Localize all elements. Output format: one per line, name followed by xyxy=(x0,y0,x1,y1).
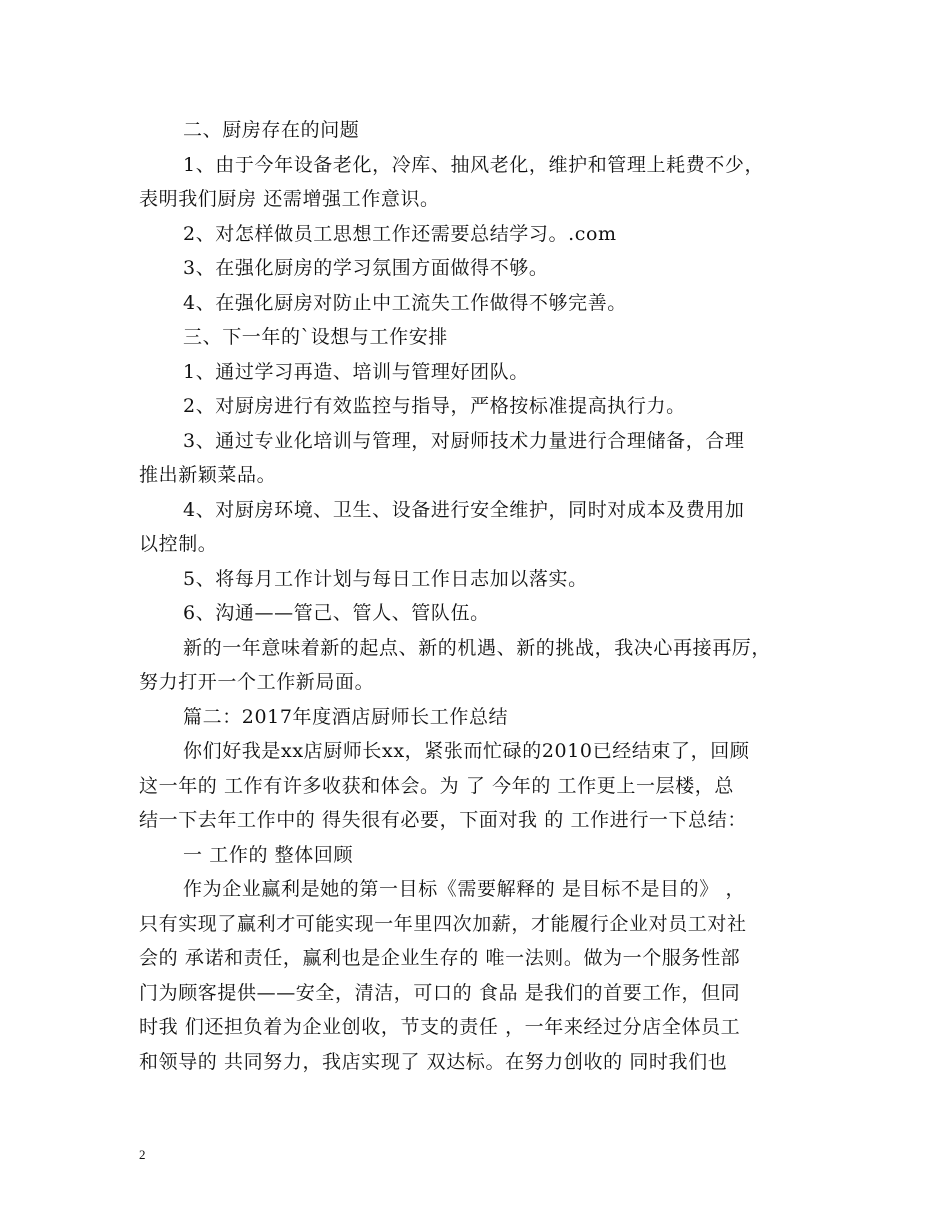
document-body xyxy=(139,113,819,1079)
text-line: 5、将每月工作计划与每日工作日志加以落实。 xyxy=(183,567,588,590)
text-line: 这一年的 工作有许多收获和体会。为 了 今年的 工作更上一层楼，总 xyxy=(139,774,734,797)
text-line: 2、对怎样做员工思想工作还需要总结学习。.com xyxy=(183,222,617,245)
text-line: 一 工作的 整体回顾 xyxy=(183,843,354,866)
text-line: 篇二：2017年度酒店厨师长工作总结 xyxy=(183,705,509,728)
text-line: 2、对厨房进行有效监控与指导，严格按标准提高执行力。 xyxy=(183,395,686,417)
text-line: 新的一年意味着新的起点、新的机遇、新的挑战，我决心再接再厉， xyxy=(183,636,772,659)
text-line: 二、厨房存在的问题 xyxy=(183,119,360,141)
text-line: 你们好我是xx店厨师长xx，紧张而忙碌的2010已经结束了，回顾 xyxy=(183,740,750,762)
text-line: 3、通过专业化培训与管理，对厨师技术力量进行合理储备，合理 xyxy=(183,429,745,452)
text-line: 4、对厨房环境、卫生、设备进行安全维护，同时对成本及费用加 xyxy=(183,498,745,521)
text-line: 只有实现了赢利才可能实现一年里四次加薪，才能履行企业对员工对社 xyxy=(139,912,747,935)
text-line: 时我 们还担负着为企业创收，节支的责任 ，一年来经过分店全体员工 xyxy=(139,1016,741,1038)
text-line: 门为顾客提供——安全，清洁，可口的 食品 是我们的首要工作，但同 xyxy=(139,981,741,1004)
text-line: 4、在强化厨房对防止中工流失工作做得不够完善。 xyxy=(183,291,627,314)
text-line: 努力打开一个工作新局面。 xyxy=(139,671,375,693)
text-line: 表明我们厨房 还需增强工作意识。 xyxy=(139,188,440,210)
text-line: 3、在强化厨房的学习氛围方面做得不够。 xyxy=(183,257,549,279)
text-line: 会的 承诺和责任，赢利也是企业生存的 唯一法则。做为一个服务性部 xyxy=(139,947,741,969)
page-number: 2 xyxy=(139,1147,146,1162)
text-line: 6、沟通——管己、管人、管队伍。 xyxy=(183,602,490,624)
text-line: 作为企业赢利是她的第一目标《需要解释的 是目标不是目的》 ， xyxy=(183,878,746,900)
text-line: 和领导的 共同努力，我店实现了 双达标。在努力创收的 同时我们也 xyxy=(139,1050,728,1073)
text-line: 结一下去年工作中的 得失很有必要，下面对我 的 工作进行一下总结： xyxy=(139,809,747,831)
text-line: 三、下一年的`设想与工作安排 xyxy=(183,326,448,348)
text-line: 推出新颖菜品。 xyxy=(139,464,277,486)
text-line: 1、通过学习再造、培训与管理好团队。 xyxy=(183,360,529,383)
text-line: 以控制。 xyxy=(139,533,218,555)
text-line: 1、由于今年设备老化，冷库、抽风老化，维护和管理上耗费不少， xyxy=(183,153,765,176)
